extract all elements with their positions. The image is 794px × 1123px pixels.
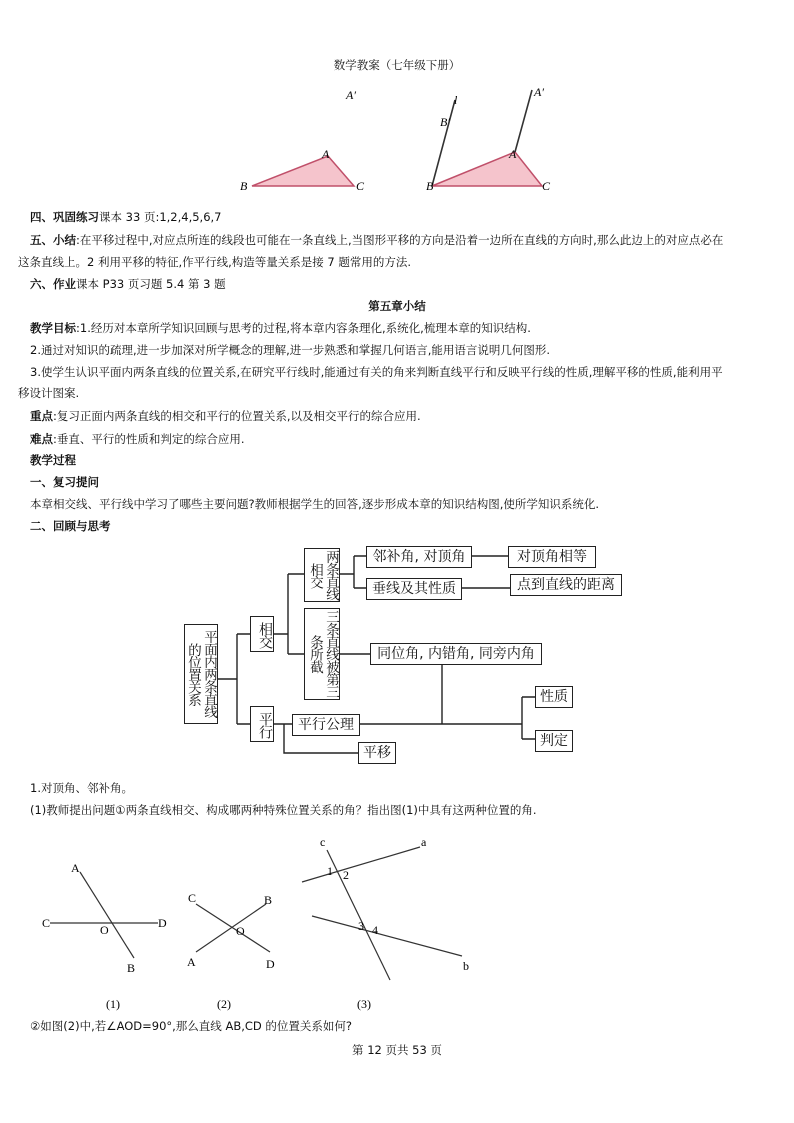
parallel-axiom-box: 平行公理 <box>292 714 360 736</box>
section-5-text1: :在平移过程中,对应点所连的线段也可能在一条直线上,当图形平移的方向是沿着一边所在直线的方向时,那么此边上的对应点必在 <box>76 233 724 247</box>
difficulty <box>30 431 245 447</box>
review-heading: 一、复习提问 <box>30 475 99 489</box>
angle-figures <box>30 830 490 1015</box>
teaching-goal-text-1: :1.经历对本章所学知识回顾与思考的过程,将本章内容条理化,系统化,梳理本章的知识结构. <box>76 321 531 335</box>
chapter-title: 第五章小结 <box>368 299 426 313</box>
review-text: 本章相交线、平行线中学习了哪些主要问题?教师根据学生的回答,逐步形成本章的知识结构图,使所学知识系统化. <box>30 497 600 511</box>
fig3-line-b <box>312 916 462 956</box>
three-lines-box: 三条直线被第三条所截 <box>304 608 340 700</box>
fig1-label-d: D <box>158 916 167 930</box>
section-4-text: 课本 33 页:1,2,4,5,6,7 <box>99 210 222 224</box>
section-5-line1 <box>30 232 723 248</box>
key-point-label: 重点 <box>30 409 53 423</box>
page-footer: 第 12 页共 53 页 <box>352 1043 442 1057</box>
fig1-label-c: C <box>42 916 51 930</box>
fig2-label-d: D <box>266 957 275 971</box>
teaching-goal-2: 2.通过对知识的疏理,进一步加深对所学概念的理解,进一步熟悉和掌握几何语言,能用语言说明几何图形. <box>30 343 551 357</box>
fig3-angle-2: 2 <box>343 868 349 882</box>
fig3-label-c: c <box>320 835 326 849</box>
difficulty-label: 难点 <box>30 432 53 446</box>
teaching-goal-1 <box>30 320 531 336</box>
label-a-left: A <box>322 147 330 161</box>
label-b-right: B <box>426 179 434 193</box>
triangle-abc-left <box>252 156 354 186</box>
line-aa-prime <box>515 90 532 152</box>
think-heading: 二、回顾与思考 <box>30 519 111 533</box>
label-b-prime: B′ <box>440 115 450 129</box>
label-c-left: C <box>356 179 365 193</box>
vertical-angles-equal-box: 对顶角相等 <box>508 546 596 568</box>
fig2-label-b: B <box>264 893 273 907</box>
fig2-label-a: A <box>187 955 196 969</box>
fig3-line-a <box>302 847 420 882</box>
parallel-box: 平行 <box>250 706 274 742</box>
fig1-label-o: O <box>100 923 109 937</box>
two-lines-intersect-box: 两条直线相交 <box>304 548 340 602</box>
label-b-left: B <box>240 179 248 193</box>
fig2-label-o: O <box>236 924 245 938</box>
angle-types-box: 同位角, 内错角, 同旁内角 <box>370 643 542 665</box>
fig1-line-ab <box>80 872 134 958</box>
section-5-line2: 这条直线上。2 利用平移的特征,作平行线,构造等量关系是接 7 题常用的方法. <box>18 255 412 269</box>
fig3-caption: (3) <box>357 997 371 1011</box>
judgment-box: 判定 <box>535 730 573 752</box>
section-5-label: 五、小结 <box>30 233 76 247</box>
label-l: l <box>454 93 458 107</box>
item-1: 1.对顶角、邻补角。 <box>30 781 133 795</box>
fig3-angle-3: 3 <box>358 919 364 933</box>
fig3-line-c <box>327 850 390 980</box>
section-6 <box>30 276 226 292</box>
teaching-goal-3b: 移设计图案. <box>18 386 80 400</box>
key-point <box>30 408 421 424</box>
section-4-label: 四、巩固练习 <box>30 210 99 224</box>
teaching-process-heading: 教学过程 <box>30 453 76 467</box>
label-a-right: A <box>509 147 517 161</box>
fig2-label-c: C <box>188 891 197 905</box>
question-2: ②如图(2)中,若∠AOD=90°,那么直线 AB,CD 的位置关系如何? <box>30 1019 353 1033</box>
label-a-prime-left: A′ <box>346 88 356 102</box>
adjacent-vertical-angles-box: 邻补角, 对顶角 <box>366 546 472 568</box>
teaching-goal-label: 教学目标 <box>30 321 76 335</box>
teaching-goal-3a: 3.使学生认识平面内两条直线的位置关系,在研究平行线时,能通过有关的角来判断直线平行和反映平行线的性质,理解平移的性质,能利用平 <box>30 365 723 379</box>
translation-box: 平移 <box>358 742 396 764</box>
fig2-caption: (2) <box>217 997 231 1011</box>
page-header: 数学教案（七年级下册） <box>333 58 461 72</box>
triangle-abc-right <box>432 152 542 186</box>
section-4 <box>30 209 222 225</box>
section-6-label: 六、作业 <box>30 277 76 291</box>
question-1: (1)教师提出问题①两条直线相交、构成哪两种特殊位置关系的角？指出图(1)中具有这两种位置的角. <box>30 803 537 817</box>
point-line-distance-box: 点到直线的距离 <box>510 574 622 596</box>
property-box: 性质 <box>535 686 573 708</box>
intersect-box: 相交 <box>250 616 274 652</box>
fig1-label-b: B <box>127 961 136 975</box>
fig3-angle-1: 1 <box>327 864 333 878</box>
fig3-angle-4: 4 <box>372 923 378 937</box>
fig3-label-b: b <box>463 959 469 973</box>
fig1-caption: (1) <box>106 997 120 1011</box>
translation-figure <box>230 82 570 194</box>
perpendicular-box: 垂线及其性质 <box>366 578 462 600</box>
difficulty-text: :垂直、平行的性质和判定的综合应用. <box>53 432 245 446</box>
label-a-prime-right: A′ <box>534 85 544 99</box>
key-point-text: :复习正面内两条直线的相交和平行的位置关系,以及相交平行的综合应用. <box>53 409 421 423</box>
line-l <box>432 100 455 186</box>
section-6-text: 课本 P33 页习题 5.4 第 3 题 <box>76 277 226 291</box>
fig1-label-a: A <box>71 861 80 875</box>
label-c-right: C <box>542 179 551 193</box>
root-box: 平面内两条直线的位置关系 <box>184 624 218 724</box>
fig3-label-a: a <box>421 835 427 849</box>
knowledge-map <box>180 542 630 770</box>
